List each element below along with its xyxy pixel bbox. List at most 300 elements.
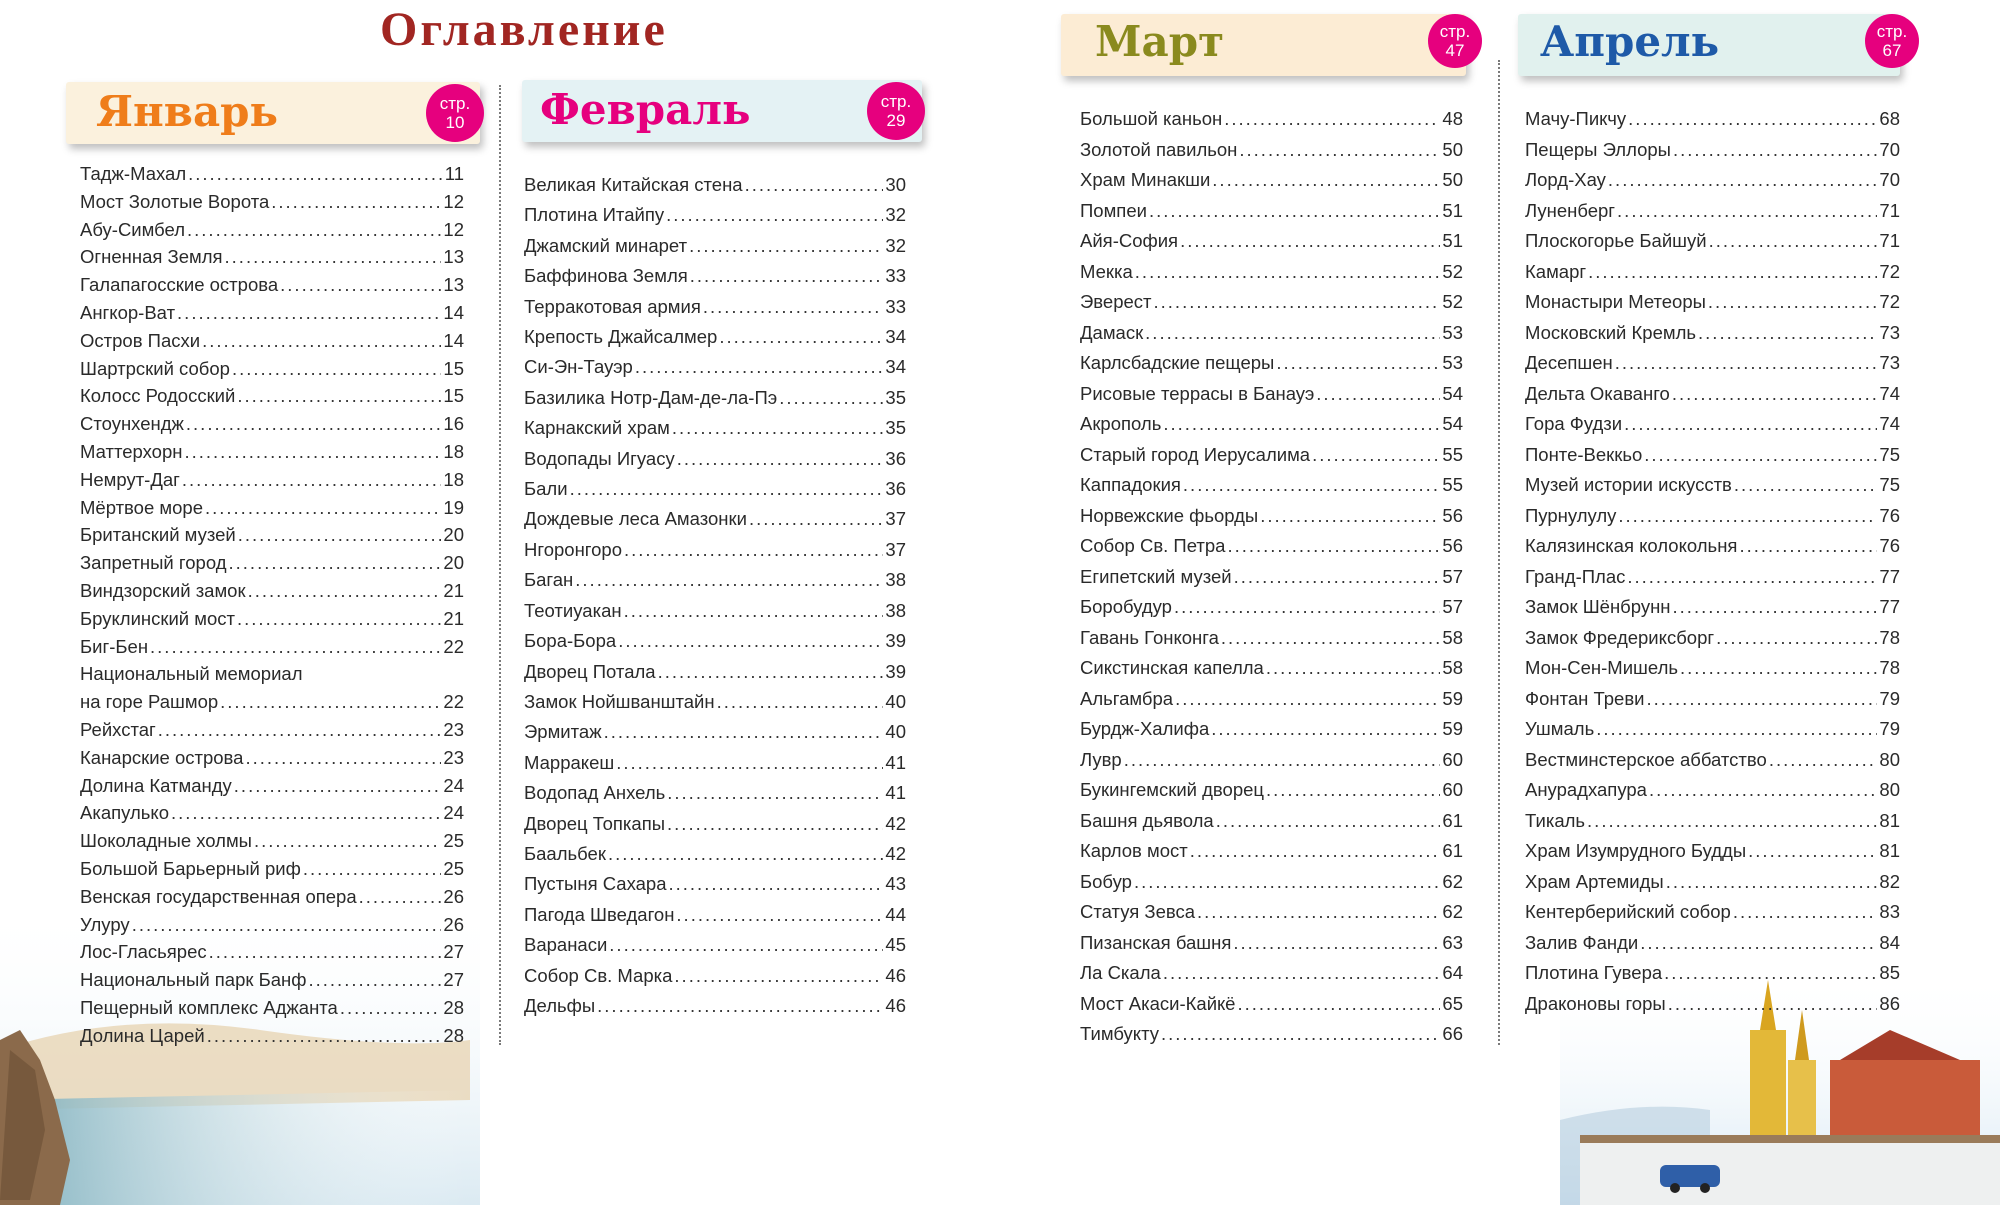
toc-entry <box>1525 989 1900 1020</box>
toc-entry-title: Эверест <box>1080 291 1152 312</box>
toc-entry-page: 15 <box>443 385 464 407</box>
toc-entry-title: Кентерберийский собор <box>1525 901 1731 922</box>
toc-entry <box>524 231 906 261</box>
toc-entry-page: 37 <box>885 538 906 560</box>
toc-entry-title: Канарские острова <box>80 746 244 768</box>
toc-entry <box>80 299 464 327</box>
toc-entry-title: Остров Пасхи <box>80 329 201 351</box>
toc-entry-title: Ушмаль <box>1525 718 1595 739</box>
toc-entry-page: 34 <box>885 326 906 348</box>
toc-entry <box>1080 623 1463 654</box>
toc-entry <box>524 626 906 656</box>
toc-entry <box>524 261 906 291</box>
dot-leader <box>749 504 883 534</box>
toc-entry-title: Эрмитаж <box>524 721 602 743</box>
month-name: Январь <box>96 87 279 136</box>
toc-entry-page: 76 <box>1879 535 1900 556</box>
toc-entry <box>1525 318 1900 349</box>
dot-leader <box>150 633 441 661</box>
toc-entry-title: Альгамбра <box>1080 687 1174 709</box>
toc-entry <box>524 900 906 930</box>
dot-leader <box>658 657 884 687</box>
toc-entry-title: Мон-Сен-Мишель <box>1525 657 1679 678</box>
toc-entry-page: 58 <box>1442 626 1463 648</box>
toc-entry <box>1525 104 1900 135</box>
toc-entry-title: Храм Минакши <box>1080 169 1211 190</box>
toc-entry-page: 41 <box>885 782 906 804</box>
dot-leader <box>1673 135 1877 166</box>
toc-entry-title: на горе Рашмор <box>80 691 219 713</box>
dot-leader <box>309 966 442 994</box>
toc-entry <box>1525 135 1900 166</box>
toc-entry-title: Камарг <box>1525 260 1587 282</box>
toc-entry-page: 27 <box>443 969 464 991</box>
toc-entry-page: 50 <box>1442 138 1463 160</box>
toc-entry <box>1080 989 1463 1020</box>
toc-entry-title: Баган <box>524 569 574 591</box>
toc-entry-title: Гора Фудзи <box>1525 413 1623 434</box>
toc-entry-title: Понте-Веккьо <box>1525 443 1643 465</box>
toc-entry <box>524 322 906 352</box>
toc-entry-page: 62 <box>1442 901 1463 922</box>
toc-entry-title: Национальный парк Банф <box>80 969 307 991</box>
toc-entry-title: Акапулько <box>80 802 170 824</box>
dot-leader <box>1163 409 1440 440</box>
toc-entry-title: Си-Эн-Тауэр <box>524 356 633 378</box>
toc-entry-title: Норвежские фьорды <box>1080 504 1259 526</box>
dot-leader <box>1266 653 1441 684</box>
toc-entry-title: Улуру <box>80 913 130 935</box>
toc-entry-title: Мост Акаси-Кайкё <box>1080 992 1236 1014</box>
toc-entry-title: Абу-Симбел <box>80 218 186 240</box>
toc-entry-page: 84 <box>1879 931 1900 953</box>
toc-entry-page: 33 <box>885 295 906 317</box>
toc-entry-title: Пизанская башня <box>1080 931 1232 953</box>
dot-leader <box>1588 257 1877 288</box>
dot-leader <box>158 716 442 744</box>
toc-entry <box>80 883 464 911</box>
toc-entry-page: 78 <box>1879 626 1900 648</box>
toc-entry-page: 13 <box>443 274 464 296</box>
toc-entry <box>1525 653 1900 684</box>
toc-entry-title: Марракеш <box>524 751 615 773</box>
dot-leader <box>575 565 883 595</box>
toc-entry <box>1525 531 1900 562</box>
dot-leader <box>570 474 884 504</box>
toc-entry <box>80 494 464 522</box>
dot-leader <box>1183 470 1441 501</box>
toc-entry <box>80 966 464 994</box>
toc-entry-page: 83 <box>1879 901 1900 922</box>
toc-entry <box>524 170 906 200</box>
toc-entry <box>1525 226 1900 257</box>
column-divider <box>1498 60 1500 1045</box>
toc-entry-title: Стоунхендж <box>80 413 184 435</box>
toc-entry <box>1080 287 1463 318</box>
toc-entry-page: 35 <box>885 386 906 408</box>
toc-entry <box>80 466 464 494</box>
toc-entry <box>1525 562 1900 593</box>
toc-entry <box>80 410 464 438</box>
dot-leader <box>1212 165 1440 196</box>
page-badge <box>1428 14 1482 68</box>
toc-entry-title: Музей истории искусств <box>1525 474 1732 495</box>
toc-entry-page: 56 <box>1442 535 1463 556</box>
toc-entry <box>1080 806 1463 837</box>
dot-leader <box>672 413 884 443</box>
toc-entry-title: Дамаск <box>1080 321 1144 343</box>
dot-leader <box>635 352 884 382</box>
toc-entry <box>1525 196 1900 227</box>
toc-entry-page: 46 <box>885 994 906 1016</box>
toc-entry-title: Дождевые леса Амазонки <box>524 508 747 530</box>
toc-entry-title: Мост Золотые Ворота <box>80 190 270 212</box>
toc-entry-page: 59 <box>1442 718 1463 739</box>
toc-entry-page: 79 <box>1879 718 1900 739</box>
dot-leader <box>271 188 441 216</box>
toc-entry <box>524 930 906 960</box>
toc-entry-page: 44 <box>885 903 906 925</box>
dot-leader <box>690 261 884 291</box>
badge-page: 47 <box>1445 41 1465 60</box>
toc-entry-title: Лувр <box>1080 748 1122 770</box>
toc-entry-title: Вестминстерское аббатство <box>1525 748 1767 770</box>
toc-entry-page: 39 <box>885 660 906 682</box>
toc-entry-page: 64 <box>1442 962 1463 983</box>
toc-entry <box>1080 409 1463 440</box>
toc-entry-title: Драконовы горы <box>1525 992 1666 1014</box>
toc-entry <box>524 869 906 899</box>
badge-page: 29 <box>886 111 906 130</box>
toc-entry-page: 77 <box>1879 565 1900 587</box>
dot-leader <box>1239 135 1440 166</box>
toc-entry <box>1080 684 1463 715</box>
dot-leader <box>1145 318 1440 349</box>
toc-entry-page: 22 <box>443 691 464 713</box>
toc-entry-title: Британский музей <box>80 524 236 546</box>
toc-entry-page: 61 <box>1442 840 1463 861</box>
toc-entry-page: 22 <box>443 635 464 657</box>
toc-entry-title: Тадж-Махал <box>80 163 187 184</box>
toc-entry-page: 76 <box>1879 504 1900 526</box>
dot-leader <box>188 160 443 188</box>
toc-entry <box>1080 745 1463 776</box>
toc-entry-page: 24 <box>443 774 464 796</box>
toc-entry-title: Пещеры Эллоры <box>1525 138 1671 160</box>
dot-leader <box>719 322 883 352</box>
dot-leader <box>1312 440 1440 471</box>
toc-entry-title: Гранд-Плас <box>1525 565 1626 587</box>
toc-entry-title: Акрополь <box>1080 413 1162 434</box>
toc-entry <box>524 657 906 687</box>
dot-leader <box>232 355 441 383</box>
toc-entry-title: Национальный мемориал <box>80 663 303 685</box>
dot-leader <box>1673 592 1878 623</box>
toc-entry <box>524 687 906 717</box>
toc-entry-page: 70 <box>1879 138 1900 160</box>
toc-entry-page: 50 <box>1442 169 1463 190</box>
toc-entry <box>1525 897 1900 928</box>
dot-leader <box>184 438 441 466</box>
dot-leader <box>1640 928 1877 959</box>
page-badge <box>426 84 484 142</box>
toc-entry <box>1525 714 1900 745</box>
toc-entry-page: 38 <box>885 569 906 591</box>
toc-entry-page: 58 <box>1442 657 1463 678</box>
toc-entry <box>1080 257 1463 288</box>
dot-leader <box>1237 989 1440 1020</box>
dot-leader <box>254 827 441 855</box>
toc-entry-title: Лос-Гласьярес <box>80 941 207 963</box>
dot-leader <box>717 687 884 717</box>
dot-leader <box>669 869 884 899</box>
toc-entry <box>1525 806 1900 837</box>
toc-entry <box>80 1022 464 1050</box>
dot-leader <box>234 772 442 800</box>
dot-leader <box>1624 409 1877 440</box>
toc-entry-page: 72 <box>1879 260 1900 282</box>
toc-entry-title: Тикаль <box>1525 809 1586 831</box>
toc-entry-title: Биг-Бен <box>80 635 149 657</box>
toc-entry-title: Боробудур <box>1080 596 1172 617</box>
toc-entry <box>80 577 464 605</box>
toc-entry-title: Шоколадные холмы <box>80 830 252 852</box>
toc-entry-title: Замок Шёнбрунн <box>1525 596 1671 617</box>
dot-leader <box>666 200 883 230</box>
dot-leader <box>1628 104 1877 135</box>
dot-leader <box>248 577 442 605</box>
toc-entry-title: Венская государственная опера <box>80 885 357 907</box>
toc-entry-page: 56 <box>1442 504 1463 526</box>
dot-leader <box>1211 714 1440 745</box>
dot-leader <box>182 466 442 494</box>
toc-entry <box>1525 745 1900 776</box>
dot-leader <box>1664 958 1877 989</box>
toc-entry-page: 55 <box>1442 443 1463 465</box>
toc-entry-title: Старый город Иерусалима <box>1080 443 1311 465</box>
dot-leader <box>1618 501 1877 532</box>
badge-label: стр. <box>880 92 912 111</box>
dot-leader <box>1649 775 1877 806</box>
dot-leader <box>1224 104 1440 135</box>
toc-entry-title: Мачу-Пикчу <box>1525 108 1627 129</box>
toc-entry-page: 71 <box>1879 230 1900 251</box>
dot-leader <box>340 994 442 1022</box>
dot-leader <box>229 549 442 577</box>
toc-entry <box>524 352 906 382</box>
toc-entry-page: 30 <box>885 174 906 195</box>
toc-entry-page: 45 <box>885 934 906 956</box>
toc-entry-page: 63 <box>1442 931 1463 953</box>
toc-entry-title: Собор Св. Марка <box>524 964 673 986</box>
toc-entry-page: 51 <box>1442 199 1463 221</box>
toc-entry <box>80 688 464 716</box>
toc-entry-page: 26 <box>443 885 464 907</box>
toc-entry <box>80 855 464 883</box>
toc-entry-page: 48 <box>1442 108 1463 129</box>
toc-entry <box>524 596 906 626</box>
toc-entry-page: 77 <box>1879 596 1900 617</box>
toc-entry <box>1080 1019 1463 1050</box>
toc-entry <box>1525 775 1900 806</box>
toc-entry <box>524 413 906 443</box>
toc-entry-page: 75 <box>1879 474 1900 495</box>
toc-entry <box>1080 379 1463 410</box>
toc-entry <box>1525 257 1900 288</box>
toc-entry <box>1080 318 1463 349</box>
toc-entry-page: 21 <box>443 579 464 601</box>
toc-entry-title: Колосс Родосский <box>80 385 236 407</box>
toc-entry-page: 81 <box>1879 809 1900 831</box>
toc-entry <box>1080 928 1463 959</box>
toc-entry-page: 20 <box>443 552 464 574</box>
toc-entry-title: Галапагосские острова <box>80 274 279 296</box>
toc-entry-page: 13 <box>443 246 464 268</box>
toc-entry-title: Калязинская колокольня <box>1525 535 1738 556</box>
toc-entry <box>80 188 464 216</box>
dot-leader <box>187 216 441 244</box>
toc-entry <box>524 535 906 565</box>
toc-entry <box>1080 531 1463 562</box>
dot-leader <box>1739 531 1877 562</box>
toc-entry-page: 34 <box>885 356 906 378</box>
dot-leader <box>237 605 441 633</box>
toc-entry-title: Анурадхапура <box>1525 779 1647 800</box>
toc-entry <box>524 991 906 1021</box>
toc-entry-page: 25 <box>443 857 464 879</box>
toc-entry-page: 75 <box>1879 443 1900 465</box>
toc-entry-title: Золотой павильон <box>1080 138 1238 160</box>
toc-entry-page: 37 <box>885 508 906 530</box>
toc-entry-title: Замок Фредериксборг <box>1525 626 1715 648</box>
toc-entry-page: 74 <box>1879 413 1900 434</box>
toc-entry <box>1080 867 1463 898</box>
dot-leader <box>1316 379 1440 410</box>
toc-list-february <box>524 170 906 1021</box>
toc-entry-page: 38 <box>885 599 906 621</box>
dot-leader <box>1174 592 1440 623</box>
toc-entry-page: 40 <box>885 721 906 743</box>
toc-entry <box>80 549 464 577</box>
toc-entry-page: 51 <box>1442 230 1463 251</box>
dot-leader <box>209 938 442 966</box>
toc-entry <box>80 744 464 772</box>
toc-entry <box>80 827 464 855</box>
toc-entry-title: Дворец Потала <box>524 660 656 682</box>
toc-entry <box>1525 470 1900 501</box>
toc-entry <box>80 660 464 688</box>
toc-entry-page: 85 <box>1879 962 1900 983</box>
toc-entry <box>80 716 464 744</box>
toc-entry <box>1080 226 1463 257</box>
dot-leader <box>1154 287 1441 318</box>
toc-entry <box>80 772 464 800</box>
toc-entry <box>1525 592 1900 623</box>
dot-leader <box>205 494 441 522</box>
dot-leader <box>280 271 441 299</box>
dot-leader <box>1627 562 1877 593</box>
toc-entry-title: Айя-София <box>1080 230 1179 251</box>
dot-leader <box>1748 836 1877 867</box>
dot-leader <box>1276 348 1440 379</box>
dot-leader <box>1216 806 1441 837</box>
toc-entry-title: Баффинова Земля <box>524 265 688 287</box>
badge-label: стр. <box>1876 22 1908 41</box>
toc-entry-title: Виндзорский замок <box>80 579 246 601</box>
toc-entry <box>1080 196 1463 227</box>
toc-entry-title: Помпеи <box>1080 199 1147 221</box>
dot-leader <box>1175 684 1440 715</box>
dot-leader <box>245 744 441 772</box>
dot-leader <box>1608 165 1878 196</box>
toc-entry <box>80 243 464 271</box>
toc-entry-title: Мёртвое море <box>80 496 203 518</box>
dot-leader <box>1733 897 1878 928</box>
toc-entry-page: 12 <box>443 190 464 212</box>
toc-entry-title: Дворец Топкапы <box>524 812 666 834</box>
toc-entry <box>524 200 906 230</box>
toc-entry-page: 18 <box>443 440 464 462</box>
dot-leader <box>1234 562 1441 593</box>
toc-entry <box>1525 409 1900 440</box>
toc-entry-title: Залив Фанди <box>1525 931 1639 953</box>
dot-leader <box>618 626 883 656</box>
toc-entry-page: 42 <box>885 842 906 864</box>
dot-leader <box>609 930 883 960</box>
toc-entry <box>80 438 464 466</box>
dot-leader <box>1135 257 1441 288</box>
toc-entry-page: 20 <box>443 524 464 546</box>
toc-entry-page: 73 <box>1879 352 1900 373</box>
dot-leader <box>616 748 883 778</box>
toc-entry <box>524 474 906 504</box>
toc-entry-page: 53 <box>1442 352 1463 373</box>
dot-leader <box>676 900 883 930</box>
dot-leader <box>1709 226 1878 257</box>
toc-entry-title: Терракотовая армия <box>524 295 701 317</box>
toc-entry-page: 14 <box>443 301 464 323</box>
dot-leader <box>689 231 883 261</box>
toc-entry-title: Ла Скала <box>1080 962 1161 983</box>
badge-label: стр. <box>439 94 471 113</box>
toc-entry-title: Дельта Окаванго <box>1525 382 1670 404</box>
toc-entry-page: 52 <box>1442 291 1463 312</box>
toc-entry-title: Каппадокия <box>1080 474 1181 495</box>
page-badge <box>1865 14 1919 68</box>
toc-entry <box>1525 440 1900 471</box>
dot-leader <box>1180 226 1440 257</box>
toc-entry-title: Башня дьявола <box>1080 809 1214 831</box>
toc-entry-page: 68 <box>1879 108 1900 129</box>
toc-entry-title: Пещерный комплекс Аджанта <box>80 996 338 1018</box>
dot-leader <box>1615 348 1878 379</box>
toc-entry-page: 26 <box>443 913 464 935</box>
toc-entry <box>524 383 906 413</box>
toc-entry <box>80 799 464 827</box>
dot-leader <box>1221 623 1441 654</box>
toc-entry-title: Ангкор-Ват <box>80 301 176 323</box>
dot-leader <box>1161 1019 1440 1050</box>
toc-entry-page: 81 <box>1879 840 1900 861</box>
toc-entry-title: Огненная Земля <box>80 246 223 268</box>
dot-leader <box>1769 745 1878 776</box>
dot-leader <box>624 535 883 565</box>
toc-entry-page: 74 <box>1879 382 1900 404</box>
dot-leader <box>597 991 883 1021</box>
toc-entry-page: 23 <box>443 718 464 740</box>
toc-entry-page: 57 <box>1442 565 1463 587</box>
toc-entry-page: 60 <box>1442 748 1463 770</box>
